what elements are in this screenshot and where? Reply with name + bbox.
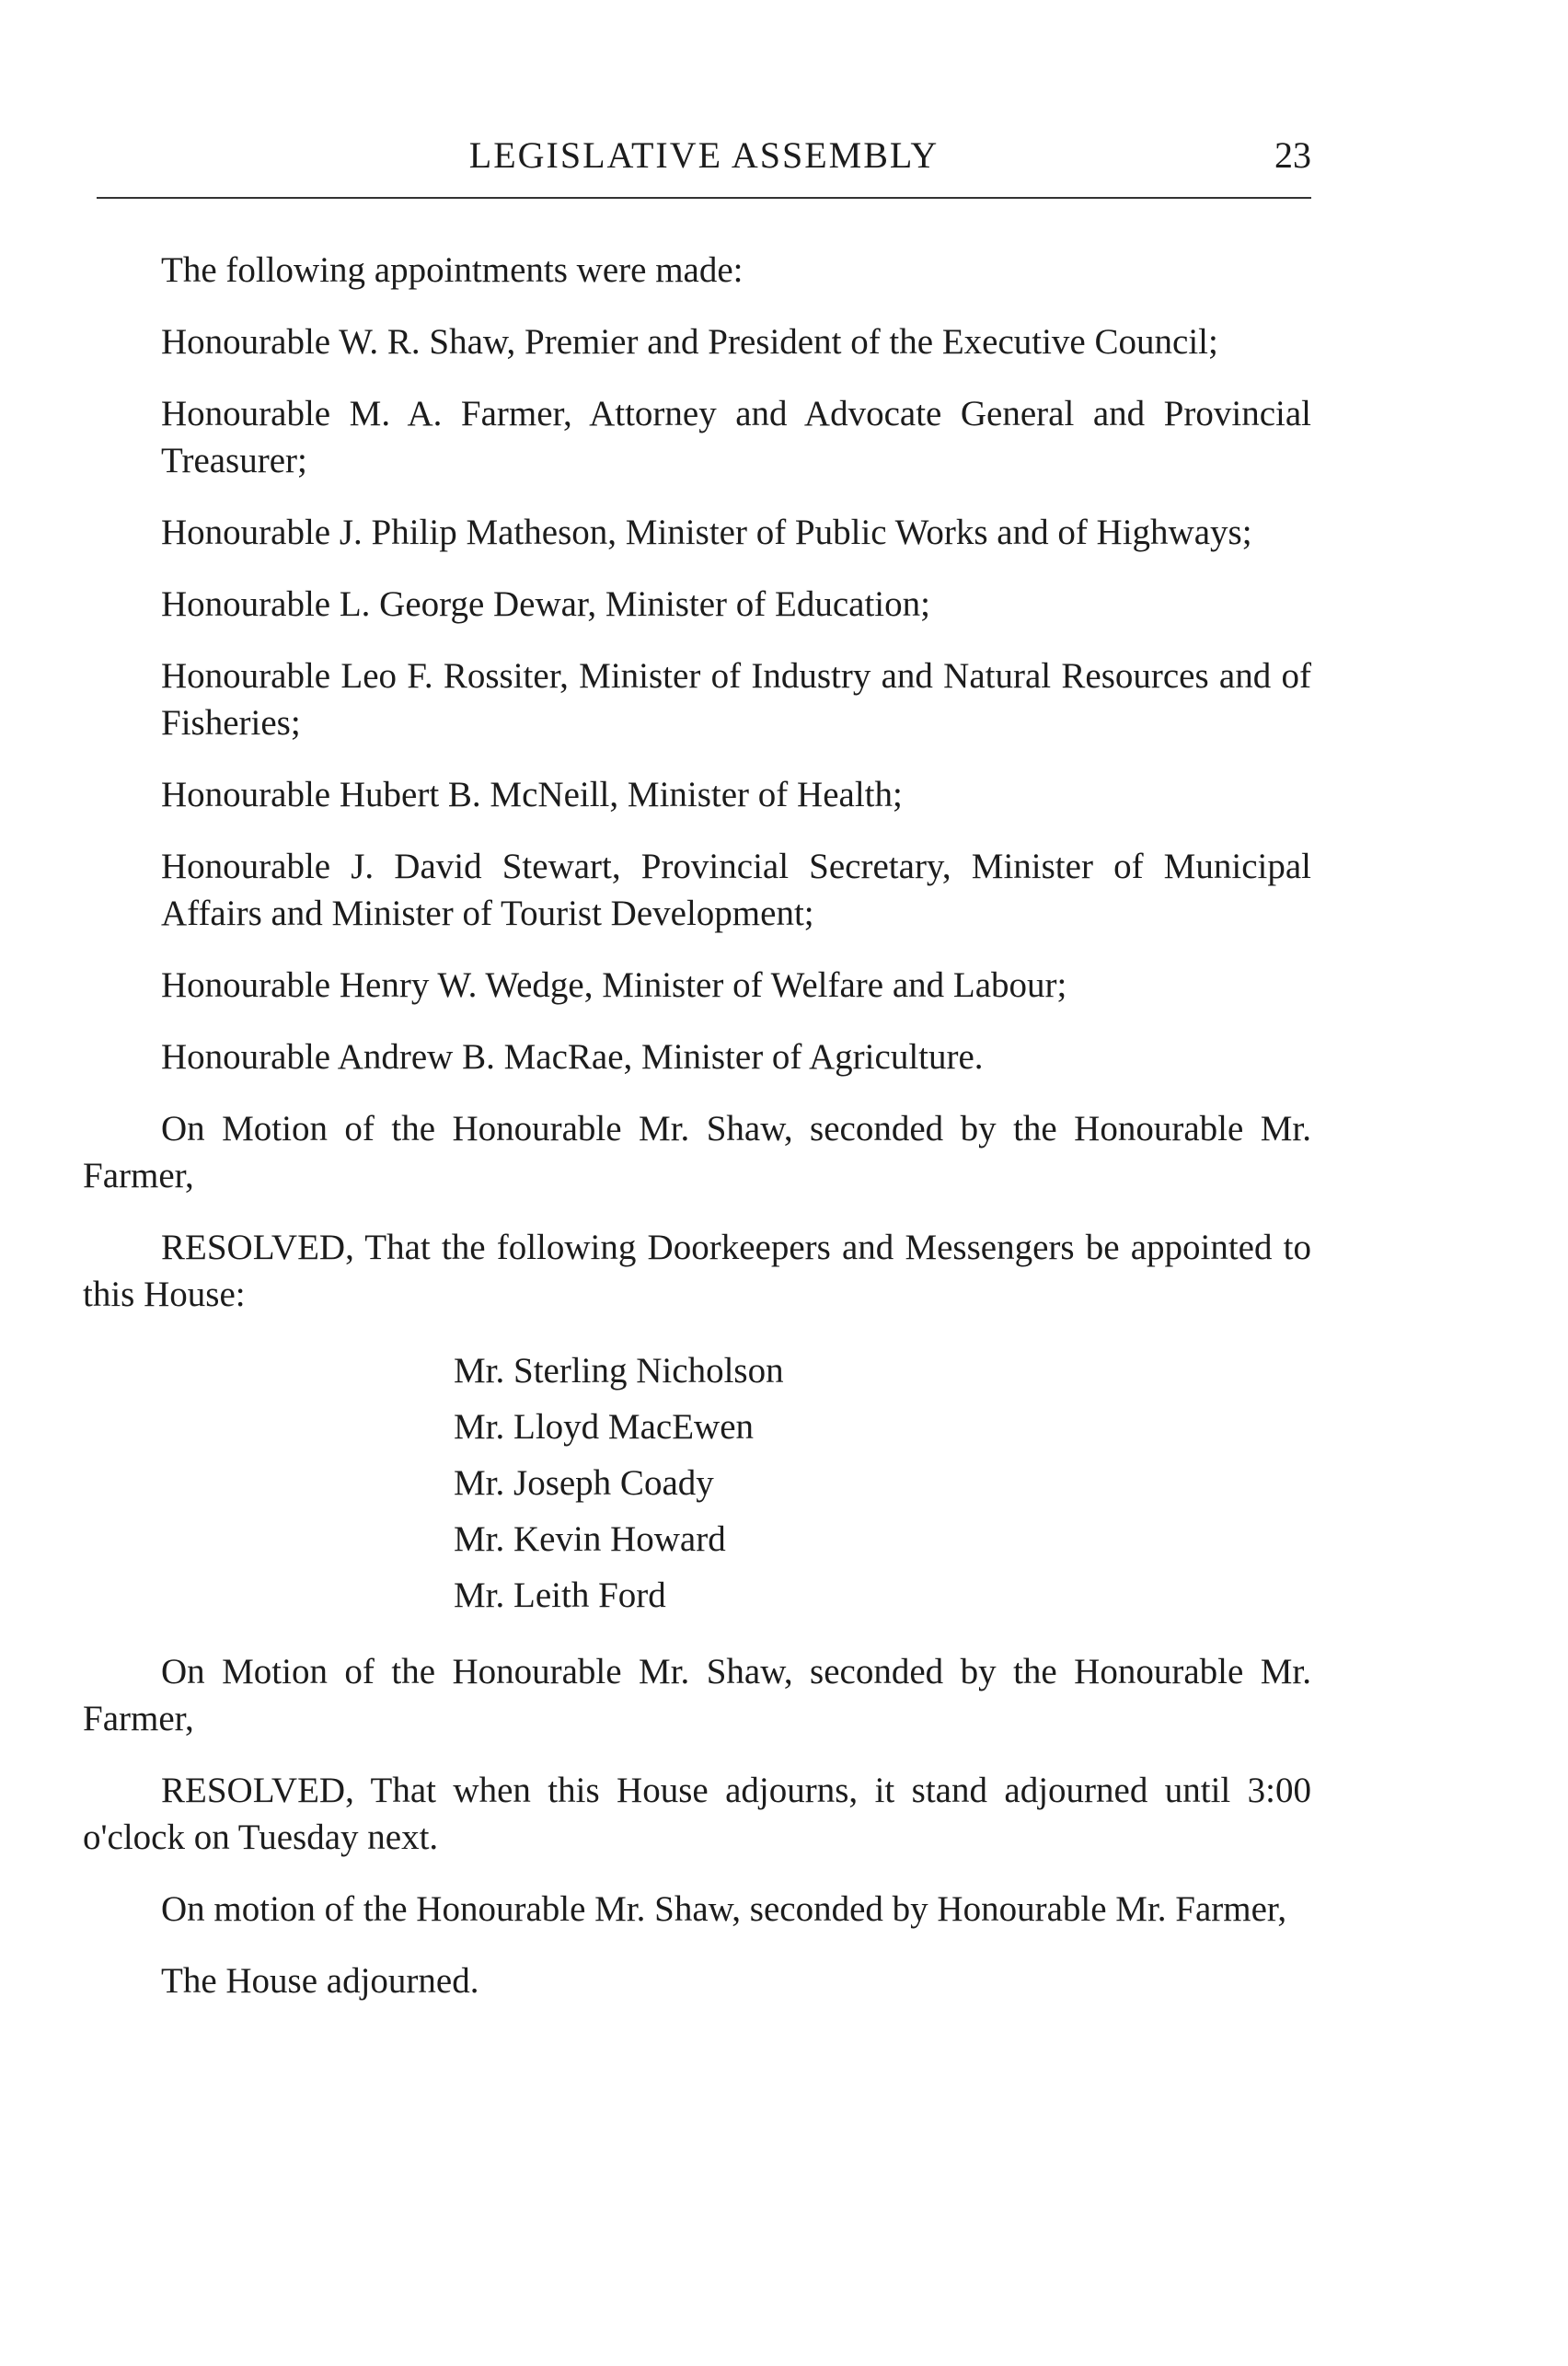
doorkeeper-name: Mr. Lloyd MacEwen bbox=[454, 1407, 755, 1447]
intro-paragraph: The following appointments were made: bbox=[161, 250, 744, 290]
motion-paragraph: On motion of the Honourable Mr. Shaw, seconded by Honourable Mr. Farmer, bbox=[161, 1889, 1287, 1929]
resolved-paragraph: RESOLVED, That when this House adjourns, it stand adjourned until 3:00 o'clock on Tuesday next. bbox=[83, 1771, 1311, 1857]
appointment-entry: Honourable W. R. Shaw, Premier and President of the Executive Council; bbox=[161, 322, 1218, 362]
resolved-paragraph: RESOLVED, That the following Doorkeepers and Messengers be appointed to this House: bbox=[83, 1228, 1311, 1314]
closing-paragraph: The House adjourned. bbox=[161, 1961, 479, 2001]
appointment-entry: Honourable L. George Dewar, Minister of Education; bbox=[161, 584, 930, 624]
appointment-entry: Honourable J. David Stewart, Provincial Secretary, Minister of Municipal Affairs and Minister of Tourist Development; bbox=[161, 847, 1311, 933]
page-number: 23 bbox=[1274, 134, 1311, 176]
doorkeeper-name: Mr. Leith Ford bbox=[454, 1575, 666, 1615]
appointment-entry: Honourable Andrew B. MacRae, Minister of Agriculture. bbox=[161, 1037, 984, 1077]
appointment-entry: Honourable Henry W. Wedge, Minister of Welfare and Labour; bbox=[161, 965, 1067, 1005]
page-body bbox=[83, 247, 1311, 2004]
running-title: LEGISLATIVE ASSEMBLY bbox=[468, 134, 940, 176]
running-head bbox=[97, 133, 1311, 189]
appointment-entry: Honourable Hubert B. McNeill, Minister of Health; bbox=[161, 775, 903, 814]
appointment-entry: Honourable J. Philip Matheson, Minister of Public Works and of Highways; bbox=[161, 513, 1252, 552]
motion-paragraph: On Motion of the Honourable Mr. Shaw, seconded by the Honourable Mr. Farmer, bbox=[83, 1109, 1311, 1195]
doorkeepers-list bbox=[83, 1343, 1311, 1623]
doorkeeper-name: Mr. Sterling Nicholson bbox=[454, 1351, 784, 1391]
appointment-entry: Honourable Leo F. Rossiter, Minister of Industry and Natural Resources and of Fisheries; bbox=[161, 656, 1311, 743]
doorkeeper-name: Mr. Kevin Howard bbox=[454, 1519, 726, 1559]
doorkeeper-name: Mr. Joseph Coady bbox=[454, 1463, 714, 1503]
header-rule bbox=[97, 197, 1311, 199]
appointment-entry: Honourable M. A. Farmer, Attorney and Advocate General and Provincial Treasurer; bbox=[161, 394, 1311, 480]
motion-paragraph: On Motion of the Honourable Mr. Shaw, seconded by the Honourable Mr. Farmer, bbox=[83, 1652, 1311, 1738]
